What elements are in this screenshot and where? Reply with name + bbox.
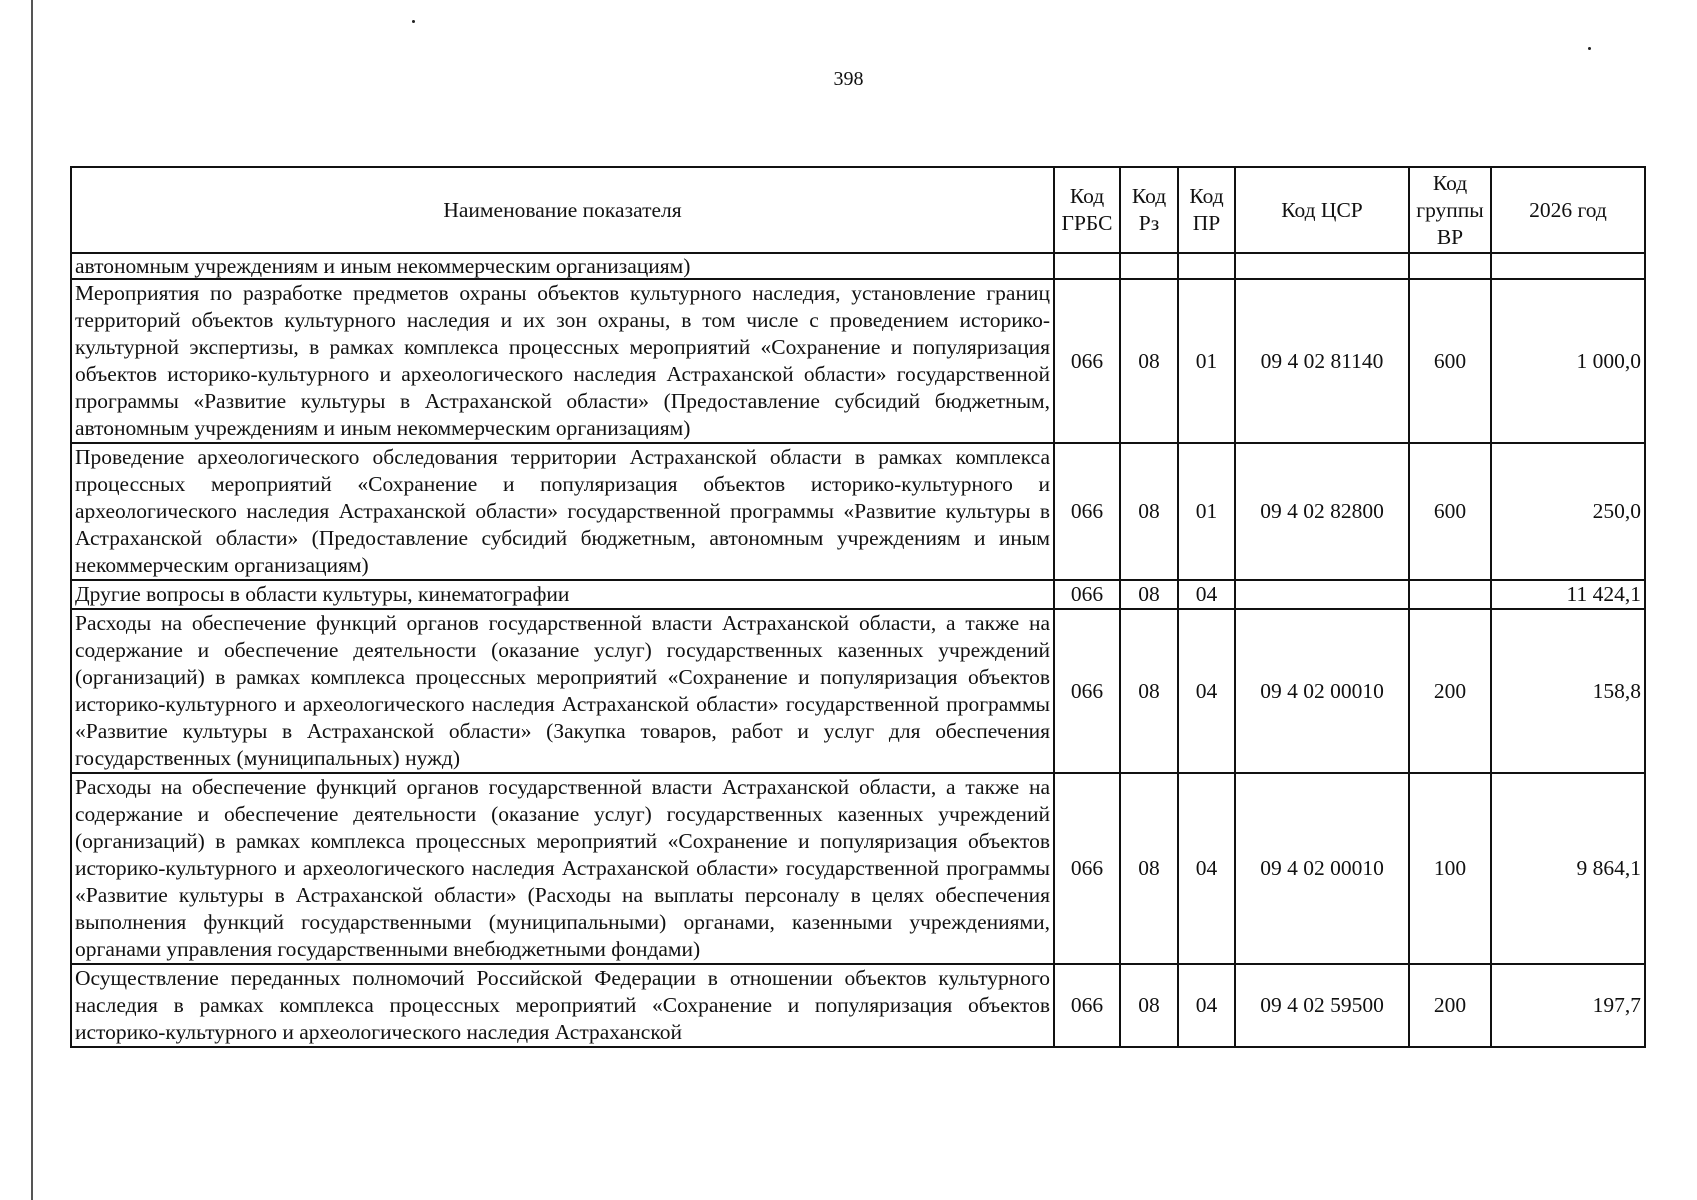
row-name: Другие вопросы в области культуры, кинематографии (71, 580, 1054, 609)
row-pr (1178, 253, 1235, 279)
table-row (71, 580, 1645, 609)
row-grbs (1054, 253, 1120, 279)
scan-speck (412, 20, 415, 23)
header-vr: Код группы ВР (1409, 167, 1491, 253)
row-grbs: 066 (1054, 773, 1120, 964)
row-vr: 600 (1409, 443, 1491, 580)
row-vr: 200 (1409, 609, 1491, 773)
row-csr: 09 4 02 00010 (1235, 773, 1409, 964)
row-csr: 09 4 02 59500 (1235, 964, 1409, 1047)
table-row (71, 279, 1645, 443)
row-name: автономным учреждениям и иным некоммерческим организациям) (71, 253, 1054, 279)
table-row (71, 964, 1645, 1047)
row-amount: 11 424,1 (1491, 580, 1645, 609)
row-amount: 9 864,1 (1491, 773, 1645, 964)
row-amount: 197,7 (1491, 964, 1645, 1047)
row-pr: 01 (1178, 279, 1235, 443)
row-pr: 04 (1178, 773, 1235, 964)
row-csr: 09 4 02 00010 (1235, 609, 1409, 773)
row-rz: 08 (1120, 279, 1178, 443)
row-grbs: 066 (1054, 279, 1120, 443)
header-rz: Код Рз (1120, 167, 1178, 253)
budget-table (70, 166, 1646, 1048)
table-row (71, 773, 1645, 964)
row-vr (1409, 580, 1491, 609)
scan-speck (1588, 47, 1591, 50)
header-year: 2026 год (1491, 167, 1645, 253)
row-rz: 08 (1120, 580, 1178, 609)
table-row (71, 443, 1645, 580)
row-rz: 08 (1120, 773, 1178, 964)
row-pr: 04 (1178, 580, 1235, 609)
row-pr: 04 (1178, 964, 1235, 1047)
row-pr: 01 (1178, 443, 1235, 580)
row-rz: 08 (1120, 443, 1178, 580)
row-rz: 08 (1120, 964, 1178, 1047)
header-pr: Код ПР (1178, 167, 1235, 253)
table-row (71, 253, 1645, 279)
row-name: Расходы на обеспечение функций органов государственной власти Астраханской области, а также на содержание и обеспечение деятельности (оказание услуг) государственных казенных учреждений (организаций) в рамках комплекса процессных мероприятий «Сохранение и популяризация объектов историко-культурного и археологического наследия Астраханской области» государственной программы «Развитие культуры в Астраханской области» (Расходы на выплаты персоналу в целях обеспечения выполнения функций государственными (муниципальными) органами, казенными учреждениями, органами управления государственными внебюджетными фондами) (71, 773, 1054, 964)
header-name: Наименование показателя (71, 167, 1054, 253)
table-header-row (71, 167, 1645, 253)
row-grbs: 066 (1054, 609, 1120, 773)
row-grbs: 066 (1054, 964, 1120, 1047)
row-amount (1491, 253, 1645, 279)
row-csr (1235, 580, 1409, 609)
row-vr: 600 (1409, 279, 1491, 443)
scan-margin-line (31, 0, 33, 1200)
row-amount: 158,8 (1491, 609, 1645, 773)
page-number: 398 (833, 68, 864, 90)
row-name: Расходы на обеспечение функций органов государственной власти Астраханской области, а также на содержание и обеспечение деятельности (оказание услуг) государственных казенных учреждений (организаций) в рамках комплекса процессных мероприятий «Сохранение и популяризация объектов историко-культурного и археологического наследия Астраханской области» государственной программы «Развитие культуры в Астраханской области» (Закупка товаров, работ и услуг для обеспечения государственных (муниципальных) нужд) (71, 609, 1054, 773)
row-csr (1235, 253, 1409, 279)
row-vr: 200 (1409, 964, 1491, 1047)
row-pr: 04 (1178, 609, 1235, 773)
row-csr: 09 4 02 81140 (1235, 279, 1409, 443)
header-csr: Код ЦСР (1235, 167, 1409, 253)
header-grbs: Код ГРБС (1054, 167, 1120, 253)
row-vr (1409, 253, 1491, 279)
row-name: Проведение археологического обследования территории Астраханской области в рамках комплекса процессных мероприятий «Сохранение и популяризация объектов историко-культурного и археологического наследия Астраханской области» государственной программы «Развитие культуры в Астраханской области» (Предоставление субсидий бюджетным, автономным учреждениям и иным некоммерческим организациям) (71, 443, 1054, 580)
row-csr: 09 4 02 82800 (1235, 443, 1409, 580)
row-amount: 250,0 (1491, 443, 1645, 580)
row-vr: 100 (1409, 773, 1491, 964)
row-rz: 08 (1120, 609, 1178, 773)
row-name: Осуществление переданных полномочий Российской Федерации в отношении объектов культурного наследия в рамках комплекса процессных мероприятий «Сохранение и популяризация объектов историко-культурного и археологического наследия Астраханской (71, 964, 1054, 1047)
row-grbs: 066 (1054, 443, 1120, 580)
table-row (71, 609, 1645, 773)
row-amount: 1 000,0 (1491, 279, 1645, 443)
row-name: Мероприятия по разработке предметов охраны объектов культурного наследия, установление границ территорий объектов культурного наследия и их зон охраны, в том числе с проведением историко-культурной экспертизы, в рамках комплекса процессных мероприятий «Сохранение и популяризация объектов историко-культурного и археологического наследия Астраханской области» государственной программы «Развитие культуры в Астраханской области» (Предоставление субсидий бюджетным, автономным учреждениям и иным некоммерческим организациям) (71, 279, 1054, 443)
row-grbs: 066 (1054, 580, 1120, 609)
row-rz (1120, 253, 1178, 279)
